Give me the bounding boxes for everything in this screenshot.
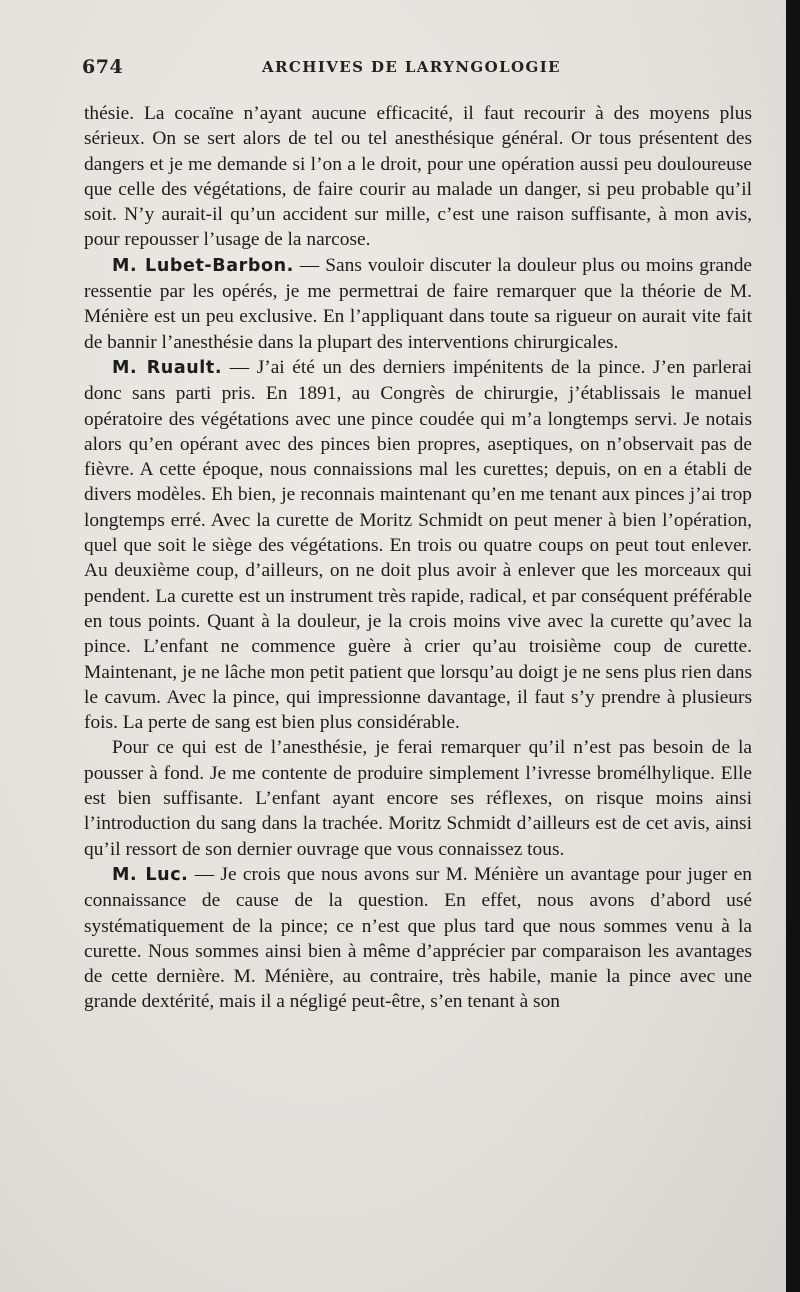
paragraph-text: thésie. La cocaïne n’ayant aucune efficacité, il faut recourir à des moyens plus sérieux. On se sert alors de tel ou tel anesthésique général. Or tous présentent des dangers et je me demande si l’on a le droit, pour une opération aussi peu douloureuse que celle des végétations, de faire courir au malade un danger, si peu probable qu’il soit. N’y aurait-il qu’un accident sur mille, c’est une raison suffisante, à mon avis, pour repousser l’usage de la narcose. <box>84 103 752 251</box>
running-head: ARCHIVES DE LARYNGOLOGIE <box>262 58 561 76</box>
speaker-name: M. Lubet-Barbon. <box>112 255 294 276</box>
paragraph-text: Pour ce qui est de l’anesthésie, je ferai remarquer qu’il n’est pas besoin de la pousser à fond. Je me contente de produire simplement l’ivresse bromélhylique. Elle est bien suffisante. L’enfant ayant encore ses réflexes, on risque moins ainsi l’introduction du sang dans la trachée. Moritz Schmidt d’ailleurs est de cet avis, ainsi qu’il ressort de son dernier ouvrage que vous connaissez tous. <box>84 737 752 860</box>
scan-edge <box>786 0 800 1292</box>
paragraph-text: — J’ai été un des derniers impénitents de la pince. J’en parlerai donc sans parti pris. En 1891, au Congrès de chirurgie, j’établissais le manuel opératoire des végétations avec une pince coudée qui m’a longtemps servi. Je notais alors qu’en opérant avec des pinces bien propres, aseptiques, on n’observait pas de fièvre. A cette époque, nous connaissions mal les curettes; depuis, on en a établi de divers modèles. Eh bien, je reconnais maintenant qu’en me tenant aux pinces j’ai trop longtemps erré. Avec la curette de Moritz Schmidt on peut mener à bien l’opération, quel que soit le siège des végétations. En trois ou quatre coups on peut tout enlever. Au deuxième coup, d’ailleurs, on ne doit plus avoir à enlever que les morceaux qui pendent. La curette est un instrument très rapide, radical, et par conséquent préférable en tous points. Quant à la douleur, je la crois moins vive avec la curette qu’avec la pince. L’enfant ne commence guère à crier qu’au troisième coup de curette. Maintenant, je ne lâche mon petit patient que lorsqu’au doigt je ne sens plus rien dans le cavum. Avec la pince, qui impressionne davantage, il faut s’y prendre à plusieurs fois. La perte de sang est bien plus considérable. <box>84 356 752 734</box>
paragraph-anesthesie <box>84 735 752 861</box>
page-number: 674 <box>82 56 124 78</box>
paragraph-ruault <box>84 355 752 735</box>
paragraph-text: — Je crois que nous avons sur M. Ménière un avantage pour juger en connaissance de cause de la question. En effet, nous avons d’abord usé systématiquement de la pince; ce n’est que plus tard que nous sommes venu à la curette. Nous sommes ainsi bien à même d’apprécier par comparaison les avantages de cette dernière. M. Ménière, au contraire, très habile, manie la pince avec une grande dextérité, mais il a négligé peut-être, s’en tenant à son <box>84 863 752 1013</box>
body-text <box>84 101 752 1015</box>
speaker-name: M. Ruault. <box>112 357 223 378</box>
page-header <box>82 56 752 82</box>
speaker-name: M. Luc. <box>112 864 189 885</box>
paragraph-text: — Sans vouloir discuter la douleur plus ou moins grande ressentie par les opérés, je me permettrai de faire remarquer que la théorie de M. Ménière est un peu exclusive. En l’appliquant dans toute sa rigueur on aurait vite fait de bannir l’anesthésie dans la plupart des interventions chirurgicales. <box>84 254 753 353</box>
paragraph-continuation <box>84 101 752 253</box>
paragraph-lubet-barbon <box>84 253 752 355</box>
paragraph-luc <box>84 862 752 1015</box>
